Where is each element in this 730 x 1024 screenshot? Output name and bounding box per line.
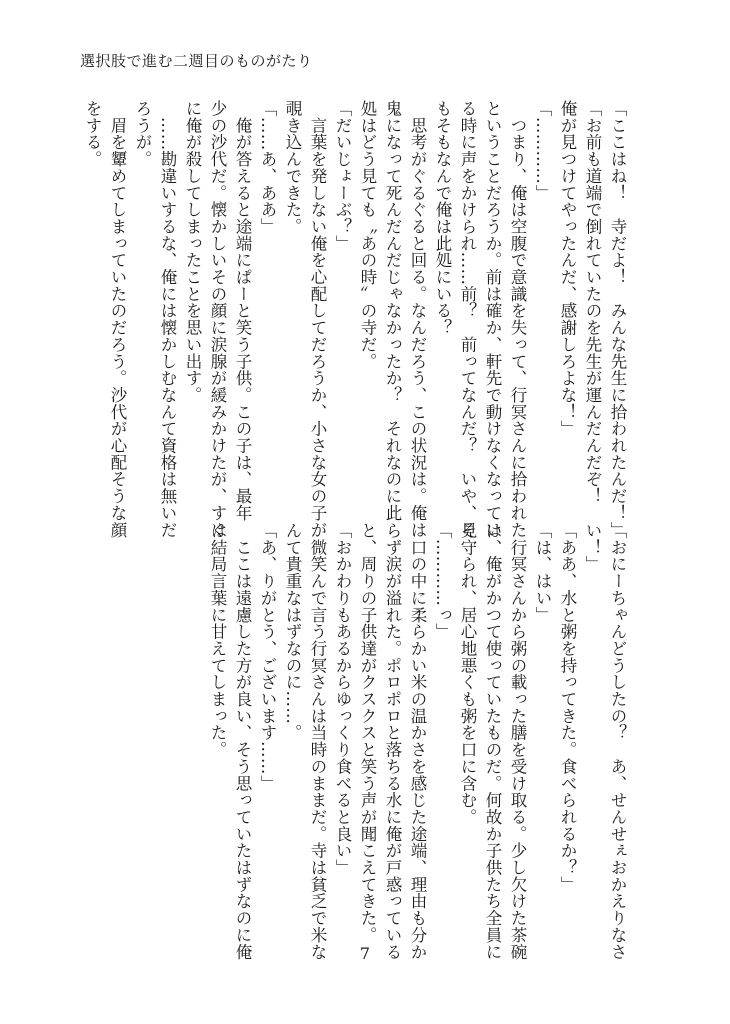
text-line: 口の中に柔らかい米の温かさを感じた途端、理由も分か xyxy=(408,522,427,961)
text-line: 「ああ、水と粥を持ってきた。食べられるか？」 xyxy=(558,522,577,893)
text-line: 「は、はい」 xyxy=(533,522,552,624)
text-line: に俺が殺してしまったことを思い出す。 xyxy=(183,100,202,404)
text-line: ここは遠慮した方が良い、そう思っていたはずなのに俺 xyxy=(233,522,252,961)
text-line: 見守られ、居心地悪くも粥を口に含む。 xyxy=(458,522,477,826)
text-line: い！」 xyxy=(583,522,602,573)
text-line: らず涙が溢れた。ポロポロと落ちる水に俺が戸惑っている xyxy=(383,522,402,961)
text-line: ろうが。 xyxy=(133,100,152,168)
text-line: 鬼になって死んだんだじゃなかったか？ それなのに此 xyxy=(383,100,402,522)
text-line: 「おかわりもあるからゆっくり食べると良い」 xyxy=(333,522,352,876)
text-line: をする。 xyxy=(83,100,102,168)
text-line: は、俺がかつて使っていたものだ。何故か子供たち全員に xyxy=(483,522,502,961)
text-line: 「お前も道端で倒れていたのを先生が運んだんだぞ！ xyxy=(583,100,602,505)
text-line: 行冥さんから粥の載った膳を受け取る。少し欠けた茶碗 xyxy=(508,522,527,961)
text-line: 思考がぐるぐると回る。なんだろう、この状況は。俺は xyxy=(408,100,427,539)
text-line: ということだろうか。前は確か、軒先で動けなくなってい xyxy=(483,100,502,539)
text-line: 眉を顰めてしまっていたのだろう。沙代が心配そうな顔 xyxy=(108,100,127,539)
text-line: 微笑んで言う行冥さんは当時のままだ。寺は貧乏で米な xyxy=(308,522,327,961)
text-line: 「…………っ」 xyxy=(433,522,452,640)
text-line: 「ここはね！ 寺だよ！ みんな先生に拾われたんだ！」 xyxy=(608,100,627,539)
running-header: 選択肢で進む二週目のものがたり xyxy=(80,52,313,70)
text-line: んて貴重なはずなのに……。 xyxy=(283,522,302,742)
text-line: つまり、俺は空腹で意識を失って、行冥さんに拾われた xyxy=(508,100,527,539)
text-line: は結局言葉に甘えてしまった。 xyxy=(208,522,227,758)
text-line: 少の沙代だ。懐かしいその顔に涙腺が緩みかけたが、すぐ xyxy=(208,100,227,539)
text-line: 「おにーちゃんどうしたの？ あ、せんせぇおかえりなさ xyxy=(608,522,627,961)
page-number: 7 xyxy=(359,944,371,963)
body-text-lower xyxy=(205,522,630,961)
text-line: る時に声をかけられ……前？ 前ってなんだ？ いや、そ xyxy=(458,100,477,539)
text-line: 「……あ、ああ」 xyxy=(258,100,277,235)
text-line: 「…………」 xyxy=(533,100,552,202)
body-text-upper xyxy=(80,100,630,539)
text-line: と、周りの子供達がクスクスと笑う声が聞こえてきた。 xyxy=(358,522,377,944)
text-line: 言葉を発しない俺を心配してだろうか、小さな女の子が xyxy=(308,100,327,539)
text-line: 「あ、りがとう、ございます……」 xyxy=(258,522,277,792)
text-line: 俺が見つけてやったんだ、感謝しろよな！」 xyxy=(558,100,577,437)
text-line: もそもなんで俺は此処にいる？ xyxy=(433,100,452,336)
text-line: 処はどう見ても〝あの時〟の寺だ。 xyxy=(358,100,377,370)
text-line: ……勘違いするな、俺には懐かしむなんて資格は無いだ xyxy=(158,100,177,539)
text-line: 「だいじょーぶ？」 xyxy=(333,100,352,252)
text-line: 俺が答えると途端にぱーと笑う子供。この子は、最年 xyxy=(233,100,252,522)
text-line: 覗き込んできた。 xyxy=(283,100,302,235)
